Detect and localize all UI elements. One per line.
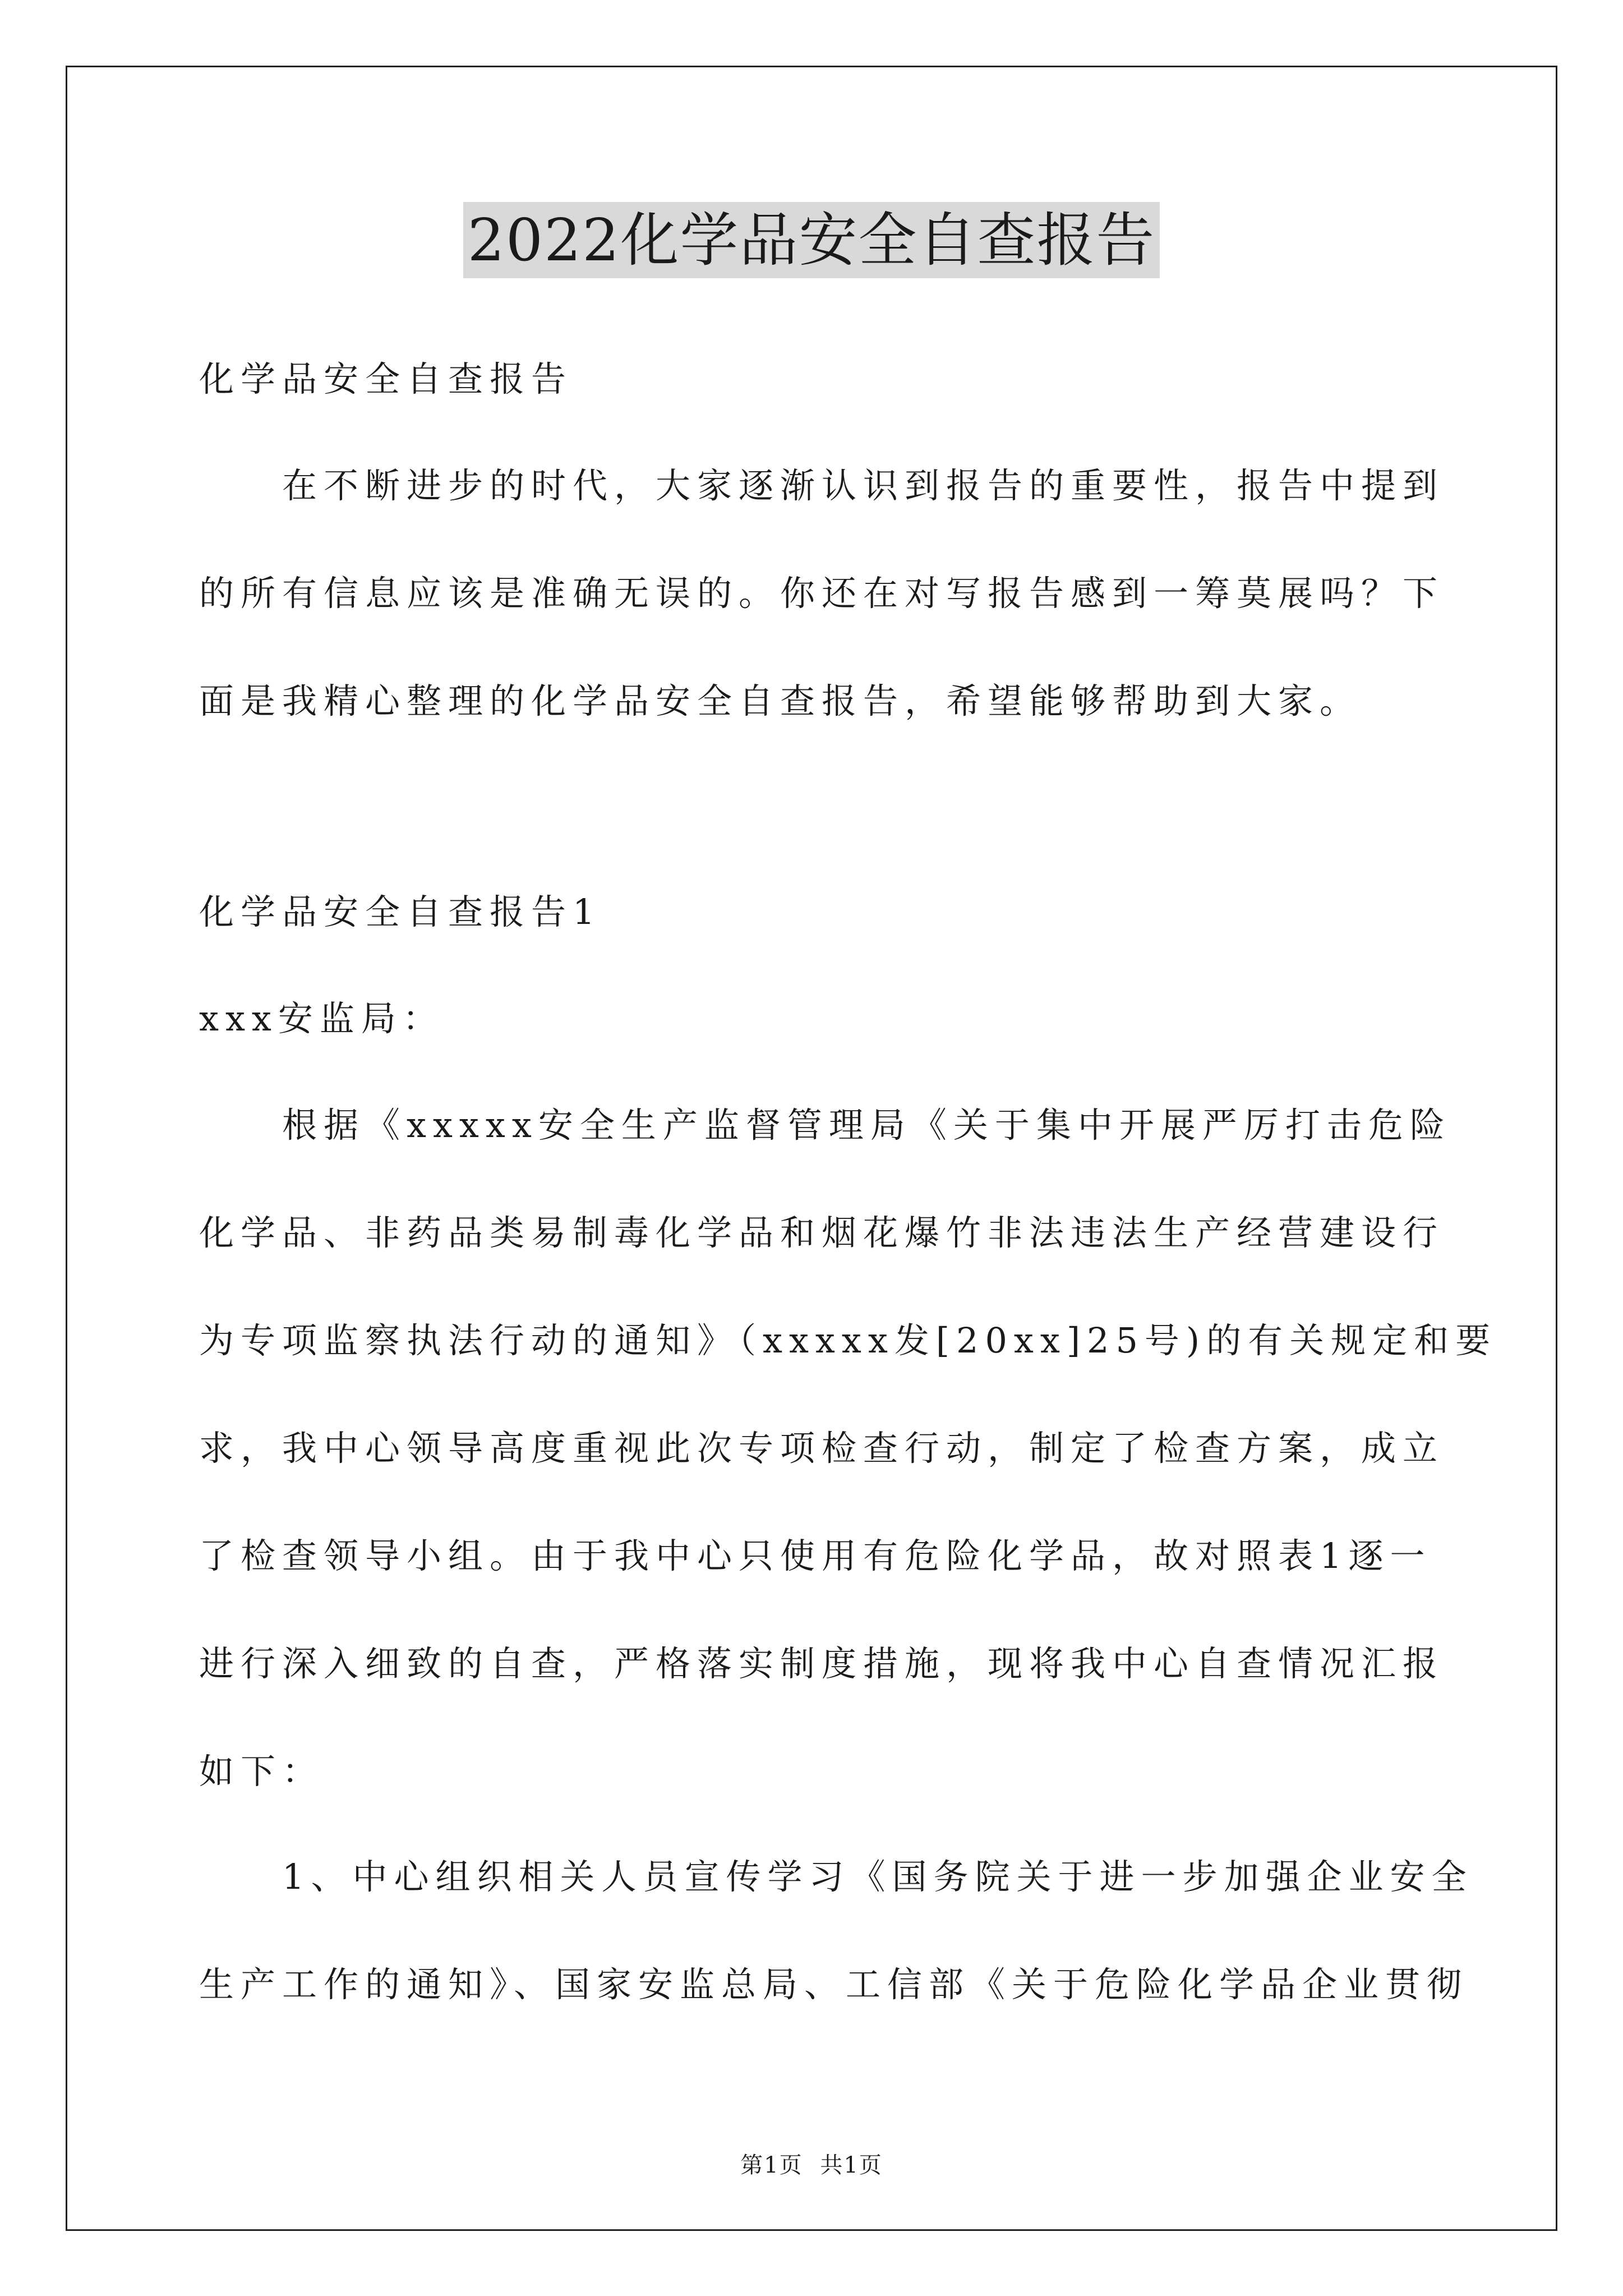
text-line: 为专项监察执法行动的通知》（xxxxx发[20xx]25号)的有关规定和要	[199, 1320, 1497, 1361]
page-footer	[0, 2148, 1623, 2182]
text-line: 化学品安全自查报告1	[199, 891, 602, 932]
text-line: 1、中心组织相关人员宣传学习《国务院关于进一步加强企业安全	[199, 1856, 1473, 1897]
text-line: 化学品安全自查报告	[199, 358, 573, 399]
page-total: 共1页	[820, 2152, 883, 2178]
paragraph-heading	[199, 325, 1433, 433]
text-line: 如下：	[199, 1751, 324, 1792]
text-line: 求，我中心领导高度重视此次专项检查行动，制定了检查方案，成立	[199, 1428, 1445, 1469]
text-line: 面是我精心整理的化学品安全自查报告，希望能够帮助到大家。	[199, 680, 1362, 721]
page-number: 第1页	[740, 2152, 803, 2178]
title-container	[0, 202, 1623, 278]
paragraph-intro	[199, 432, 1445, 755]
document-title: 2022化学品安全自查报告	[463, 202, 1160, 278]
text-line: 生产工作的通知》、国家安监总局、工信部《关于危险化学品企业贯彻	[199, 1964, 1469, 2005]
text-line: 化学品、非药品类易制毒化学品和烟花爆竹非法违法生产经营建设行	[199, 1212, 1445, 1253]
text-line: 了检查领导小组。由于我中心只使用有危险化学品，故对照表1逐一	[199, 1535, 1432, 1576]
text-line: 进行深入细致的自查，严格落实制度措施，现将我中心自查情况汇报	[199, 1643, 1445, 1684]
paragraph-salutation	[199, 965, 1433, 1073]
paragraph-section-heading	[199, 858, 1433, 966]
text-line: xxx安监局：	[199, 998, 444, 1039]
paragraph-item-1	[199, 1823, 1473, 2039]
text-line: 根据《xxxxx安全生产监督管理局《关于集中开展严厉打击危险	[199, 1105, 1451, 1145]
text-line: 的所有信息应该是准确无误的。你还在对写报告感到一筹莫展吗？下	[199, 573, 1445, 614]
paragraph-body	[199, 1071, 1497, 1825]
text-line: 在不断进步的时代，大家逐渐认识到报告的重要性，报告中提到	[199, 465, 1445, 506]
